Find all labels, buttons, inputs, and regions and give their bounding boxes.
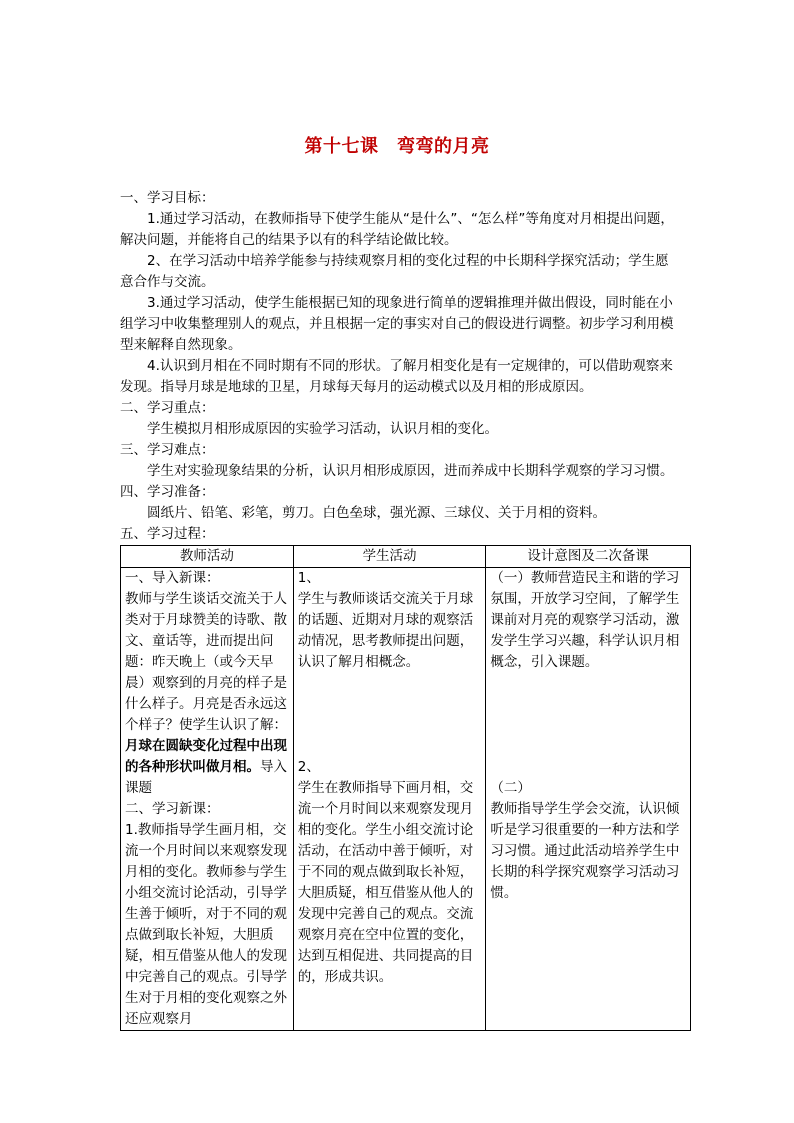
objective-item-2: 2、在学习活动中培养学能参与持续观察月相的变化过程的中长期科学探究活动；学生愿意合作与交流。 xyxy=(120,253,669,290)
design-intent-1: （一）教师营造民主和谐的学习氛围，开放学习空间，了解学生课前对月亮的观察学习活动，激发学生学习兴趣，科学认识月相概念，引入课题。 xyxy=(490,570,680,670)
objective-item-3: 3.通过学习活动，使学生能根据已知的现象进行简单的逻辑推理并做出假设，同时能在小组学习中收集整理别人的观点，并且根据一定的事实对自己的假设进行调整。初步学习利用模型来解释自然现象。 xyxy=(120,295,674,353)
lesson-body xyxy=(120,188,680,545)
process-heading: 五、学习过程： xyxy=(120,526,215,542)
student-activity-cell xyxy=(293,568,486,1031)
table-row xyxy=(121,568,691,1031)
teacher-activity-cell xyxy=(121,568,294,1031)
student-step-2-number: 2、 xyxy=(297,759,320,775)
preparation-heading: 四、学习准备： xyxy=(120,484,215,500)
column-header-design: 设计意图及二次备课 xyxy=(486,546,691,568)
column-header-student: 学生活动 xyxy=(293,546,486,568)
student-step-2-text: 学生在教师指导下画月相，交流一个月时间以来观察发现月相的变化。学生小组交流讨论活动，在活动中善于倾听，对于不同的观点做到取长补短，大胆质疑，相互借鉴从他人的发现中完善自己的观点。交流观察月亮在空中位置的变化，达到互相促进、共同提高的目的，形成共识。 xyxy=(297,780,474,985)
preparation-text: 圆纸片、铅笔、彩笔，剪刀。白色垒球，强光源、三球仪、关于月相的资料。 xyxy=(147,505,606,521)
difficulties-heading: 三、学习难点： xyxy=(120,442,215,458)
student-step-1-number: 1、 xyxy=(297,570,320,586)
difficulties-text: 学生对实验现象结果的分析，认识月相形成原因，进而养成中长期科学观察的学习习惯。 xyxy=(147,463,674,479)
key-points-heading: 二、学习重点： xyxy=(120,400,215,416)
table-header-row xyxy=(121,546,691,568)
new-lesson-text: 1.教师指导学生画月相，交流一个月时间以来观察发现月相的变化。教师参与学生小组交流讨论活动，引导学生善于倾听，对于不同的观点做到取长补短，大胆质疑，相互借鉴从他人的发现中完善自己的观点。引导学生对于月相的变化观察之外还应观察月 xyxy=(125,822,287,1027)
spacer xyxy=(490,673,686,778)
intro-text: 教师与学生谈话交流关于人类对于月球赞美的诗歌、散文、童话等，进而提出问题：昨天晚上（或今天早晨）观察到的月亮的样子是什么样子。月亮是否永远这个样子？使学生认识了解：月球在圆缺变化过程中出现的各种形状叫做月相。导入课题 xyxy=(125,591,287,796)
objective-item-1: 1.通过学习活动，在教师指导下使学生能从“是什么”、“怎么样”等角度对月相提出问题，解决问题，并能将自己的结果予以有的科学结论做比较。 xyxy=(120,211,674,248)
moon-phase-definition: 月球在圆缺变化过程中出现的各种形状叫做月相。 xyxy=(125,738,287,775)
process-table xyxy=(120,545,691,1031)
intro-heading: 一、导入新课： xyxy=(125,570,220,586)
new-lesson-heading: 二、学习新课： xyxy=(125,801,220,817)
column-header-teacher: 教师活动 xyxy=(121,546,294,568)
key-points-text: 学生模拟月相形成原因的实验学习活动，认识月相的变化。 xyxy=(147,421,498,437)
intro-tail: 导入课题 xyxy=(125,759,287,796)
spacer xyxy=(298,673,482,757)
design-intent-2-heading: （二） xyxy=(490,780,531,796)
design-intent-2: 教师指导学生学会交流，认识倾听是学习很重要的一种方法和学习习惯。通过此活动培养学生中长期的科学探究观察学习活动习惯。 xyxy=(490,801,680,901)
design-intent-cell xyxy=(486,568,691,1031)
lesson-title: 第十七课 弯弯的月亮 xyxy=(304,136,490,157)
objective-item-4: 4.认识到月相在不同时期有不同的形状。了解月相变化是有一定规律的，可以借助观察来发现。指导月球是地球的卫星，月球每天每月的运动模式以及月相的形成原因。 xyxy=(120,358,673,395)
objectives-heading: 一、学习目标： xyxy=(120,190,215,206)
student-step-1-text: 学生与教师谈话交流关于月球的话题、近期对月球的观察活动情况，思考教师提出问题，认识了解月相概念。 xyxy=(297,591,474,670)
